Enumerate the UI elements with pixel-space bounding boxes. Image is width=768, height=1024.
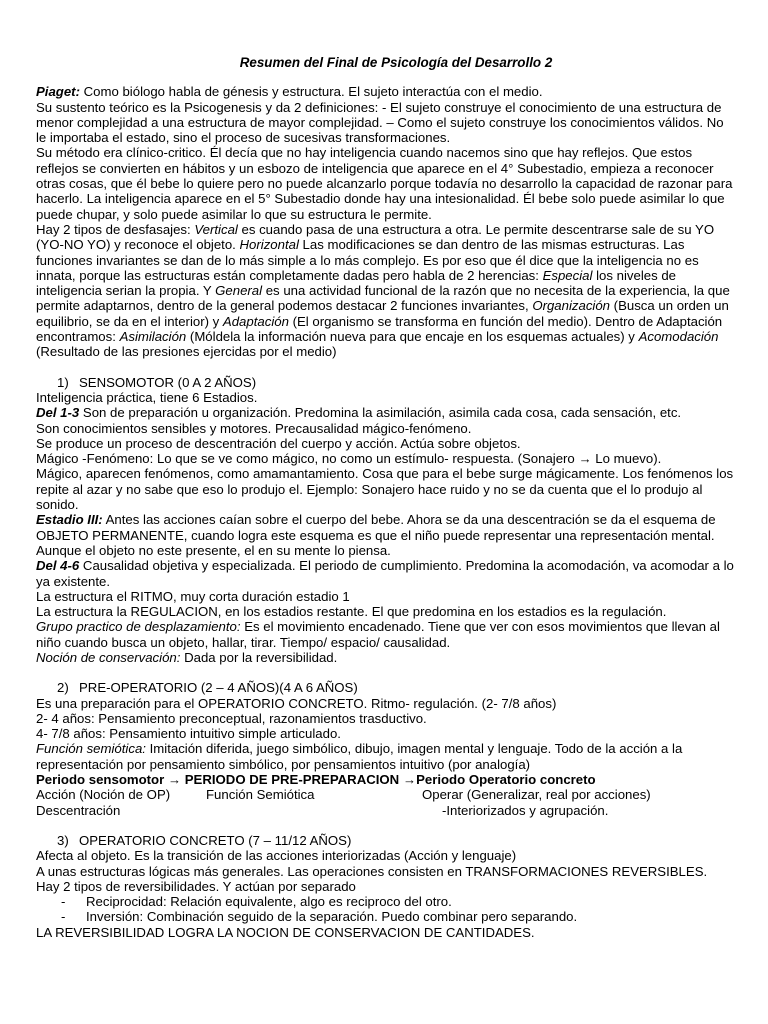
s1-line: La estructura el RITMO, muy corta duración estadio 1 <box>36 588 350 604</box>
arrow-right-icon: → <box>167 772 182 788</box>
s1-line: Estadio III: Antes las acciones caían sobre el cuerpo del bebe. Ahora se da una descentración se da el esquema de OBJETO PERMANENTE, cuando logra este esquema es que el niño puede representar una representación mental. Aunque el objeto no este presente, el en su mente lo piensa. <box>36 512 716 558</box>
s2-line: 2- 4 años: Pensamiento preconceptual, razonamientos trasductivo. <box>36 710 427 726</box>
document-title: Resumen del Final de Psicología del Desarrollo 2 <box>239 55 553 70</box>
periods-table-row: Acción (Noción de OP) Función Semiótica Operar (Generalizar, real por acciones) <box>36 787 651 803</box>
s1-line: La estructura la REGULACION, en los estadios restante. El que predomina en los estadios es la regulación. <box>36 604 667 620</box>
s1-line: Del 4-6 Causalidad objetiva y especializada. El periodo de cumplimiento. Predomina la acomodación, va acomodar a lo ya existente. <box>36 558 734 589</box>
intro-paragraph-2: Su sustento teórico es la Psicogenesis y da 2 definiciones: - El sujeto construye el conocimiento de una estructura de menor complejidad a una estructura de mayor complejidad. – Como el sujeto construye los conocimientos válidos. No le importaba el estado, sino el proceso de sucesivas transformaciones. <box>36 99 724 146</box>
s1-line: Noción de conservación: Dada por la reversibilidad. <box>36 649 338 665</box>
s1-line: Mágico -Fenómeno: Lo que se ve como mágico, no como un estímulo- respuesta. (Sonajero → Lo muevo). <box>36 451 662 467</box>
s1-line: Son conocimientos sensibles y motores. Precausalidad mágico-fenómeno. <box>36 420 472 436</box>
s1-line: Mágico, aparecen fenómenos, como amamantamiento. Cosa que para el bebe surge mágicamente. Los fenómenos los repite al azar y no sabe que eso lo produjo el. Ejemplo: Sonajero hace ruido y no se da cuenta que el lo produjo al sonido. <box>36 466 734 513</box>
s1-line: Grupo practico de desplazamiento: Es el movimiento encadenado. Tiene que ver con esos movimientos que llevan al niño cuando busca un objeto, hallar, tirar. Tiempo/ espacio/ causalidad. <box>36 619 720 650</box>
s3-line: Hay 2 tipos de reversibilidades. Y actúan por separado <box>36 878 356 894</box>
s1-line: Se produce un proceso de descentración del cuerpo y acción. Actúa sobre objetos. <box>36 435 521 451</box>
arrow-right-icon: → <box>578 451 592 467</box>
section-heading-sensomotor: 1) SENSOMOTOR (0 A 2 AÑOS) <box>57 374 257 390</box>
intro-paragraph-1: Piaget: Como biólogo habla de génesis y estructura. El sujeto interactúa con el medio. <box>36 84 543 100</box>
s2-line: 4- 7/8 años: Pensamiento intuitivo simple articulado. <box>36 726 341 742</box>
list-item: - Inversión: Combinación seguido de la separación. Puedo combinar pero separando. <box>61 909 578 925</box>
s2-line: Función semiótica: Imitación diferida, juego simbólico, dibujo, imagen mental y lenguaje. Todo de la acción a la representación por pensamiento simbólico, por pensamientos intuitivo (por analogía) <box>36 741 683 772</box>
arrow-right-icon: → <box>402 772 417 788</box>
section-heading-preoperatorio: 2) PRE-OPERATORIO (2 – 4 AÑOS)(4 A 6 AÑOS) <box>57 680 358 696</box>
periods-line: Periodo sensomotor → PERIODO DE PRE-PREPARACION →Periodo Operatorio concreto <box>36 772 596 788</box>
list-item: - Reciprocidad: Relación equivalente, algo es reciproco del otro. <box>61 894 452 910</box>
piaget-label: Piaget: <box>36 84 80 100</box>
s3-line: A unas estructuras lógicas más generales. Las operaciones consisten en TRANSFORMACIONES REVERSIBLES. <box>36 863 708 879</box>
periods-table-row: Descentración -Interiorizados y agrupación. <box>36 802 609 818</box>
s3-line: LA REVERSIBILIDAD LOGRA LA NOCION DE CONSERVACION DE CANTIDADES. <box>36 924 535 940</box>
intro-paragraph-3: Su método era clínico-critico. Él decía que no hay inteligencia cuando nacemos sino que hay reflejos. Que estos reflejos se convierten en hábitos y un esbozo de inteligencia que aparece en el 4° Subestadio, empieza a reconocer otras cosas, que él bebe lo quiere pero no puede alcanzarlo porque todavía no desarrollo la capacidad de razonar para hacerlo. La inteligencia aparece en el 5° Subestadio donde hay una intesionalidad. Él bebe solo puede asimilar lo que puede chupar, y solo puede asimilar lo que su estructura le permite. <box>36 145 733 222</box>
document-body <box>36 55 736 940</box>
s1-line: Del 1-3 Son de preparación u organización. Predomina la asimilación, asimila cada cosa, cada sensación, etc. <box>36 405 682 421</box>
s3-line: Afecta al objeto. Es la transición de las acciones interiorizadas (Acción y lenguaje) <box>36 848 517 864</box>
intro-paragraph-4: Hay 2 tipos de desfasajes: Vertical es cuando pasa de una estructura a otra. Le permite descentrarse sale de su YO (YO-NO YO) y reconoce el objeto. Horizontal Las modificaciones se dan dentro de las mismas estructuras. Las funciones invariantes se dan de lo más simple a lo más complejo. Es por eso que él dice que la inteligencia no es innata, porque las estructuras están completamente dadas pero habla de 2 herencias: Especial los niveles de inteligencia serian la propia. Y General es una actividad funcional de la razón que no necesita de la experiencia, la que permite adaptarnos, dentro de la general podemos destacar 2 funciones invariantes, Organización (Busca un orden un equilibrio, se da en el interior) y Adaptación (El organismo se transforma en función del medio). Dentro de Adaptación encontramos: Asimilación (Móldela la información nueva para que encaje en los esquemas actuales) y Acomodación (Resultado de las presiones ejercidas por el medio) <box>36 221 730 360</box>
s2-line: Es una preparación para el OPERATORIO CONCRETO. Ritmo- regulación. (2- 7/8 años) <box>36 695 557 711</box>
section-heading-operatorio-concreto: 3) OPERATORIO CONCRETO (7 – 11/12 AÑOS) <box>57 832 352 848</box>
s1-line: Inteligencia práctica, tiene 6 Estadios. <box>36 389 258 405</box>
